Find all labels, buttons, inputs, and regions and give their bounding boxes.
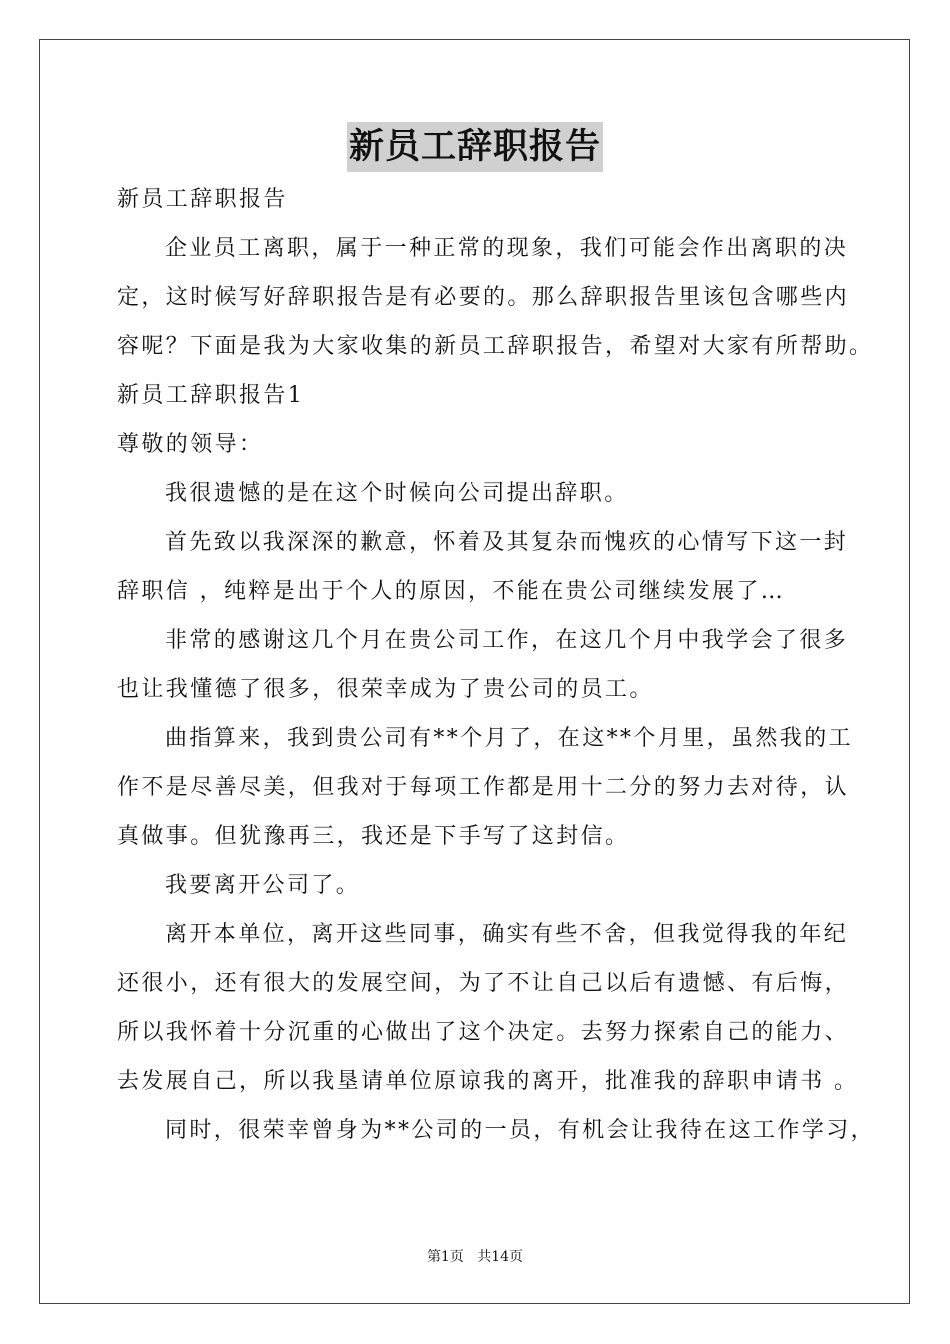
text-line: 非常的感谢这几个月在贵公司工作，在这几个月中我学会了很多 bbox=[165, 628, 849, 653]
text-line: 企业员工离职，属于一种正常的现象，我们可能会作出离职的决 bbox=[165, 236, 849, 261]
text-line: 还很小，还有很大的发展空间，为了不让自己以后有遗憾、有后悔， bbox=[117, 971, 850, 996]
text-line: 容呢？下面是我为大家收集的新员工辞职报告，希望对大家有所帮助。 bbox=[117, 334, 874, 359]
page-number: 第1页 bbox=[426, 1249, 464, 1265]
text-line: 首先致以我深深的歉意，怀着及其复杂而愧疚的心情写下这一封 bbox=[165, 530, 849, 555]
text-line: 同时，很荣幸曾身为**公司的一员，有机会让我待在这工作学习， bbox=[165, 1118, 876, 1143]
document-title bbox=[0, 122, 950, 172]
page-total: 共14页 bbox=[477, 1249, 524, 1265]
text-line: 曲指算来，我到贵公司有**个月了，在这**个月里，虽然我的工 bbox=[165, 726, 854, 751]
text-line: 作不是尽善尽美，但我对于每项工作都是用十二分的努力去对待，认 bbox=[117, 775, 850, 800]
document-body bbox=[117, 175, 876, 1155]
page-footer bbox=[0, 1248, 950, 1266]
text-line: 离开本单位，离开这些同事，确实有些不舍，但我觉得我的年纪 bbox=[165, 922, 849, 947]
text-line: 定，这时候写好辞职报告是有必要的。那么辞职报告里该包含哪些内 bbox=[117, 285, 850, 310]
text-line: 去发展自己，所以我垦请单位原谅我的离开，批准我的辞职申请书 。 bbox=[117, 1069, 859, 1094]
text-line: 尊敬的领导： bbox=[117, 432, 264, 457]
text-line: 辞职信 ，纯粹是出于个人的原因，不能在贵公司继续发展了… bbox=[117, 579, 786, 604]
text-line: 真做事。但犹豫再三，我还是下手写了这封信。 bbox=[117, 824, 630, 849]
text-line: 也让我懂德了很多，很荣幸成为了贵公司的员工。 bbox=[117, 677, 654, 702]
text-line: 新员工辞职报告 bbox=[117, 187, 288, 212]
text-line: 我很遗憾的是在这个时候向公司提出辞职。 bbox=[165, 481, 629, 506]
text-line: 所以我怀着十分沉重的心做出了这个决定。去努力探索自己的能力、 bbox=[117, 1020, 850, 1045]
text-line: 我要离开公司了。 bbox=[165, 873, 361, 898]
document-title-text: 新员工辞职报告 bbox=[347, 122, 603, 172]
text-line: 新员工辞职报告1 bbox=[117, 383, 305, 408]
